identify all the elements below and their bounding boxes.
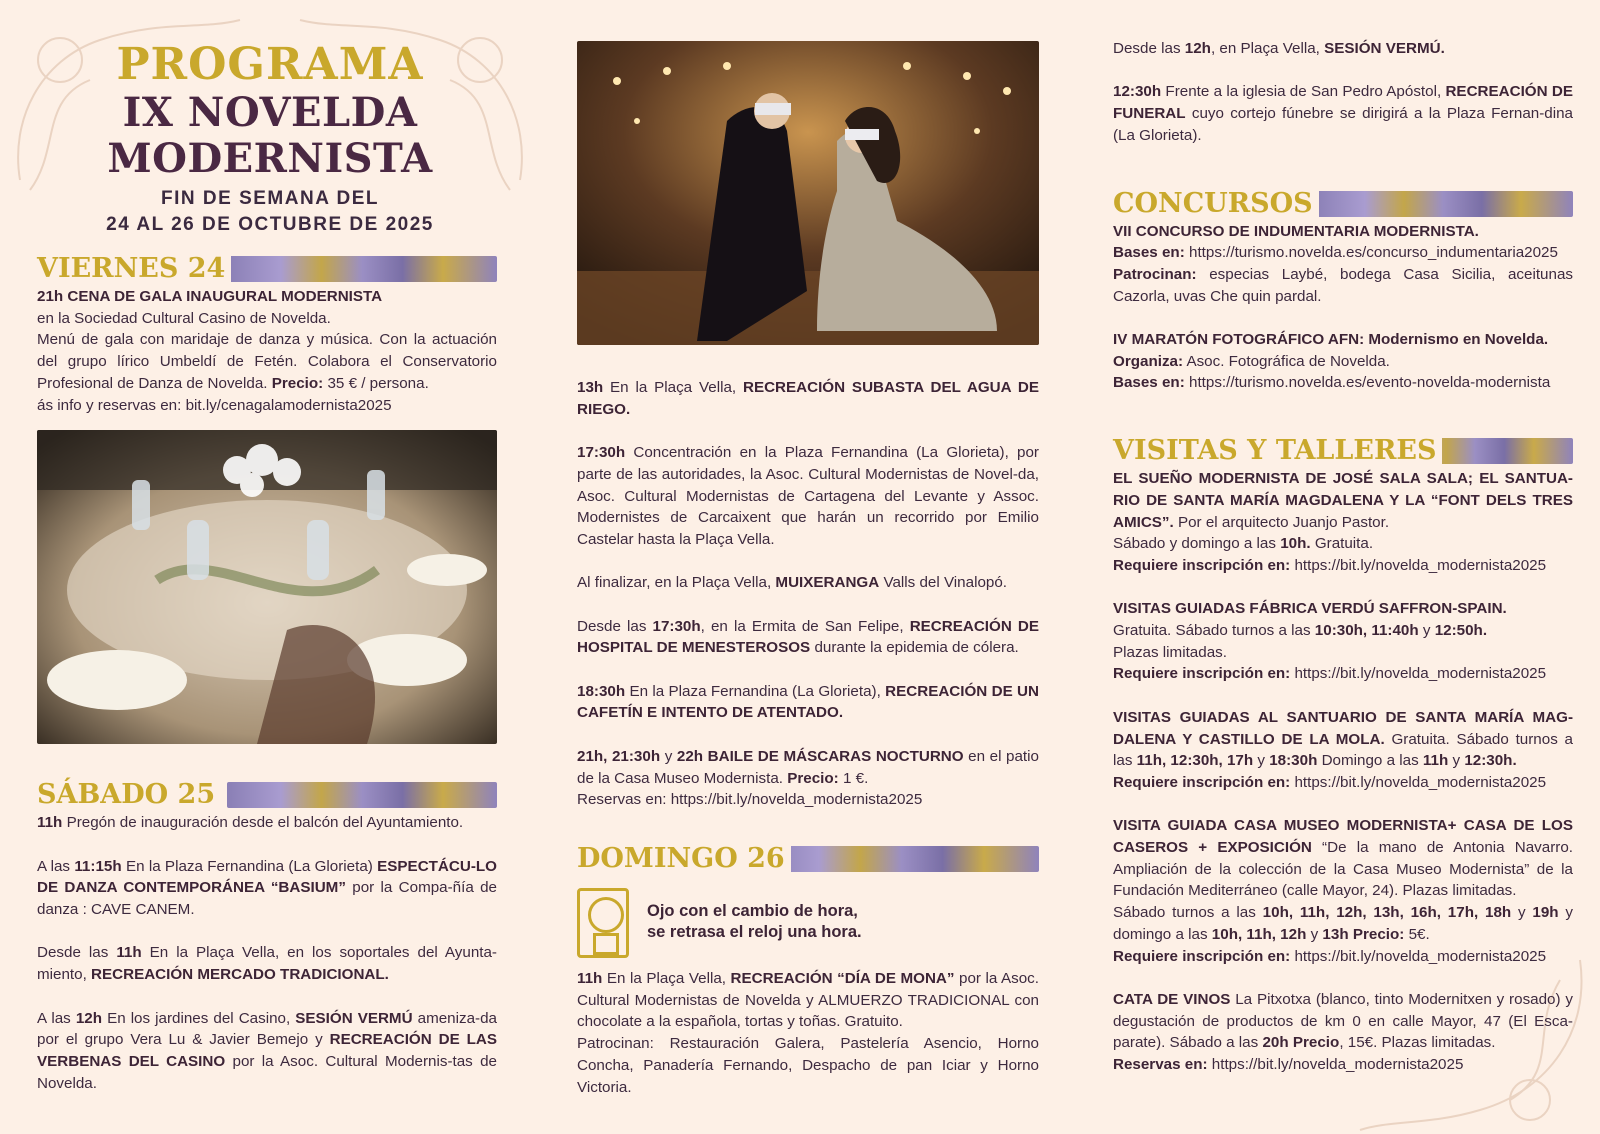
saturday-item-10 bbox=[577, 746, 1039, 811]
sunday-heading: DOMINGO 26 bbox=[577, 844, 791, 874]
text: En la Plaça Vella, bbox=[606, 969, 726, 987]
friday-text bbox=[37, 286, 497, 416]
date-line-1: FIN DE SEMANA DEL bbox=[161, 188, 379, 209]
label: Requiere inscripción en: bbox=[1113, 665, 1291, 683]
contests-heading: CONCURSOS bbox=[1113, 189, 1319, 219]
clock-icon bbox=[577, 888, 629, 958]
masquerade-ball-photo bbox=[577, 41, 1039, 345]
text: La Pitxotxa (blanco, tinto Modernitxen y rosado) y degustación de productos de km 0 en calle Mayor, 47 (El Esca-parate). Sábado a las bbox=[1113, 990, 1573, 1052]
notice-line-1: Ojo con el cambio de hora, bbox=[647, 901, 858, 920]
bases-link[interactable]: https://turismo.novelda.es/evento-novelda-modernista bbox=[1189, 374, 1551, 392]
event-title: IX NOVELDA MODERNISTA bbox=[107, 89, 433, 182]
price: 5€. bbox=[1408, 925, 1430, 943]
text: y bbox=[1257, 752, 1265, 770]
visit-3 bbox=[1113, 707, 1573, 794]
time: 18:30h bbox=[577, 682, 626, 700]
saturday-item-2 bbox=[37, 856, 497, 921]
contest-title: VII CONCURSO DE INDUMENTARIA MODERNISTA. bbox=[1113, 222, 1479, 240]
label: Requiere inscripción en: bbox=[1113, 947, 1291, 965]
visit-title: EL SUEÑO MODERNISTA DE JOSÉ SALA SALA; EL SANTUA-RIO DE SANTA MARÍA MAGDALENA Y LA “FONT DELS TRES AMICS”. bbox=[1113, 470, 1573, 531]
price-label: Precio: bbox=[787, 769, 839, 787]
sponsors: especias Laybé, bodega Casa Sicilia, aceitunas Cazorla, uvas Che quin pardal. bbox=[1113, 265, 1573, 305]
sponsors: Patrocinan: Restauración Galera, Pastelería Asencio, Horno Concha, Panadería Fernando, Despacho de pan Iciar y Horno Victoria. bbox=[577, 1035, 1039, 1096]
section-header-saturday bbox=[37, 780, 497, 810]
price: , 15€. Plazas limitadas. bbox=[1339, 1034, 1496, 1052]
text: , en Plaça Vella, bbox=[1210, 40, 1320, 57]
description: Menú de gala con maridaje de danza y música. Con la actuación del grupo lírico Umbeldí de Fetén. Colabora el Conservatorio Profesional de Danza de Novelda. bbox=[37, 331, 497, 392]
label: Bases en: bbox=[1113, 244, 1185, 262]
text: Gratuita. Sábado turnos a las bbox=[1113, 730, 1573, 770]
event-title: BAILE DE MÁSCARAS NOCTURNO bbox=[707, 747, 964, 765]
text: y bbox=[664, 747, 673, 765]
time: 11h bbox=[37, 814, 63, 832]
time: 12:50h. bbox=[1434, 622, 1488, 640]
ornamental-band bbox=[1313, 191, 1573, 217]
text: Frente a la iglesia de San Pedro Apóstol, bbox=[1165, 83, 1442, 101]
date-line-2: 24 AL 26 DE OCTUBRE DE 2025 bbox=[106, 214, 434, 235]
sunday-item-1 bbox=[577, 968, 1039, 1098]
reservation-link[interactable]: ás info y reservas en: bit.ly/cenagalamodernista2025 bbox=[37, 396, 392, 414]
text: “De la mano de Antonia Navarro. Ampliación de la colección de la Casa Museo Modernista” de la Fundación Mediterráneo (calle Mayor, 24). Plazas limitadas. bbox=[1113, 839, 1574, 900]
price-label: Precio: bbox=[271, 374, 324, 392]
section-header-friday bbox=[37, 254, 497, 284]
text: Plazas limitadas. bbox=[1113, 643, 1227, 661]
time: 12:30h bbox=[1113, 83, 1162, 101]
text: y bbox=[1422, 622, 1431, 640]
text: por la Asoc. Cultural Modernistas de Novelda y ALMUERZO TRADICIONAL con chocolate a la española, tortas y toñas. Gratuito. bbox=[577, 969, 1039, 1031]
label: Reservas en: bbox=[1113, 1056, 1208, 1074]
time: 10h. bbox=[1280, 535, 1311, 553]
label: Requiere inscripción en: bbox=[1113, 556, 1291, 574]
time: 21h bbox=[37, 288, 64, 305]
text: y bbox=[1565, 904, 1573, 922]
text: y bbox=[1310, 925, 1319, 943]
ornamental-band bbox=[227, 782, 497, 808]
event-title: RECREACIÓN MERCADO TRADICIONAL. bbox=[91, 966, 389, 984]
section-header-visits bbox=[1113, 436, 1573, 466]
text: En la Plaça Vella, bbox=[610, 379, 737, 396]
visit-1 bbox=[1113, 468, 1573, 577]
text: y bbox=[1517, 904, 1526, 922]
ornamental-band bbox=[764, 846, 1039, 872]
time: 11h bbox=[1422, 752, 1449, 770]
label: Requiere inscripción en: bbox=[1113, 773, 1291, 791]
label: Patrocinan: bbox=[1113, 265, 1197, 283]
event-title: SESIÓN VERMÚ bbox=[295, 1009, 413, 1027]
registration-link[interactable]: https://bit.ly/novelda_modernista2025 bbox=[1294, 665, 1547, 683]
text: A las bbox=[37, 857, 71, 875]
saturday-item-5 bbox=[577, 377, 1039, 420]
bases-link[interactable]: https://turismo.novelda.es/concurso_indumentaria2025 bbox=[1189, 244, 1558, 262]
text: En la Plaça Vella, en los soportales del Ayunta-miento, bbox=[37, 944, 497, 984]
contest-1 bbox=[1113, 221, 1573, 308]
time: 20h bbox=[1262, 1034, 1289, 1052]
gala-dinner-photo bbox=[37, 430, 497, 744]
text: en el patio de la Casa Museo Modernista. bbox=[577, 747, 1039, 787]
price-label: Precio: bbox=[1352, 925, 1405, 943]
time: 18:30h bbox=[1269, 752, 1318, 770]
column-right bbox=[1113, 38, 1573, 1076]
label: Bases en: bbox=[1113, 374, 1185, 392]
text: En la Plaza Fernandina (La Glorieta), bbox=[629, 682, 881, 700]
visit-title: VISITAS GUIADAS FÁBRICA VERDÚ SAFFRON-SPAIN. bbox=[1113, 600, 1507, 618]
column-left bbox=[37, 254, 497, 1094]
visit-title: VISITAS GUIADAS AL SANTUARIO DE SANTA MARÍA MAG-DALENA Y CASTILLO DE LA MOLA. bbox=[1113, 708, 1573, 748]
text: Gratuita. Sábado turnos a las bbox=[1113, 622, 1311, 640]
saturday-heading: SÁBADO 25 bbox=[37, 780, 221, 810]
visit-5 bbox=[1113, 989, 1573, 1076]
price-label: Precio bbox=[1292, 1034, 1340, 1052]
text: cuyo cortejo fúnebre se dirigirá a la Plaza Fernan-dina (La Glorieta). bbox=[1113, 105, 1573, 144]
notice-line-2: se retrasa el reloj una hora. bbox=[647, 923, 862, 942]
sunday-item-2 bbox=[1113, 38, 1573, 60]
text: domingo a las bbox=[1113, 925, 1208, 943]
time: 13h bbox=[577, 379, 604, 396]
visit-2 bbox=[1113, 598, 1573, 685]
registration-link[interactable]: https://bit.ly/novelda_modernista2025 bbox=[1294, 947, 1547, 965]
event-title: RECREACIÓN DE FUNERAL bbox=[1113, 83, 1573, 123]
text: durante la epidemia de cólera. bbox=[814, 639, 1019, 657]
text: En la Plaza Fernandina (La Glorieta) bbox=[125, 857, 373, 875]
contest-2 bbox=[1113, 329, 1573, 394]
text: Sábado y domingo a las bbox=[1113, 535, 1276, 553]
visit-title: CATA DE VINOS bbox=[1113, 990, 1231, 1008]
event-title: RECREACIÓN DE UN CAFETÍN E INTENTO DE ATENTADO. bbox=[577, 682, 1039, 722]
ornamental-band bbox=[227, 256, 497, 282]
text: ameniza-da por el grupo Vera Lu & Javier Bemejo y bbox=[37, 1009, 497, 1049]
visits-heading: VISITAS Y TALLERES bbox=[1113, 436, 1442, 466]
visit-4 bbox=[1113, 815, 1573, 967]
time: 11:15h bbox=[74, 857, 122, 875]
label: Organiza: bbox=[1113, 352, 1184, 370]
text: y bbox=[1452, 752, 1461, 770]
time-change-notice bbox=[577, 876, 1039, 962]
text: Concentración en la Plaza Fernandina (La Glorieta), por parte de las autoridades, la Asoc. Cultural Modernistas de Novel-da, Asoc. Cultural Modernistas de Cartagena del Levante y Assoc. Modernistes de Carcaixent que harán un recorrido por Emilio Castelar hasta la Plaça Vella. bbox=[577, 444, 1039, 548]
sunday-item-3 bbox=[1113, 81, 1573, 146]
time: 22h bbox=[676, 747, 704, 765]
registration-link[interactable]: https://bit.ly/novelda_modernista2025 bbox=[1294, 556, 1547, 574]
event-title: SESIÓN VERMÚ. bbox=[1324, 40, 1445, 57]
section-header-contests bbox=[1113, 189, 1573, 219]
time: 10:30h, 11:40h bbox=[1314, 622, 1419, 640]
program-title: PROGRAMA bbox=[116, 39, 424, 90]
price: 35 € / persona. bbox=[327, 374, 429, 392]
text: Desde las bbox=[1113, 40, 1181, 57]
event-title: CENA DE GALA INAUGURAL MODERNISTA bbox=[67, 288, 383, 305]
time: 11h bbox=[116, 944, 142, 962]
saturday-item-7 bbox=[577, 572, 1039, 594]
text: por la Compa-ñía de danza : CAVE CANEM. bbox=[37, 879, 497, 919]
friday-heading: VIERNES 24 bbox=[37, 254, 231, 284]
time: 10h, 11h, 12h bbox=[1211, 925, 1307, 943]
visit-title: VISITA GUIADA CASA MUSEO MODERNISTA+ CASA DE LOS CASEROS + EXPOSICIÓN bbox=[1113, 817, 1573, 857]
venue: en la Sociedad Cultural Casino de Novelda. bbox=[37, 309, 331, 327]
time: 10h, 11h, 12h, 13h, 16h, 17h, 18h bbox=[1262, 904, 1512, 922]
saturday-item-3 bbox=[37, 942, 497, 985]
event-title: RECREACIÓN SUBASTA DEL AGUA DE RIEGO. bbox=[577, 379, 1039, 418]
price: 1 €. bbox=[842, 769, 869, 787]
text: Valls del Vinalopó. bbox=[883, 574, 1008, 592]
reservation-link[interactable]: https://bit.ly/novelda_modernista2025 bbox=[1211, 1056, 1464, 1074]
contest-title: IV MARATÓN FOTOGRÁFICO AFN: Modernismo en Novelda. bbox=[1113, 331, 1549, 348]
time: 17:30h bbox=[652, 617, 701, 635]
text: Desde las bbox=[577, 617, 647, 635]
organizer: Asoc. Fotográfica de Novelda. bbox=[1186, 352, 1390, 370]
time: 21h, 21:30h bbox=[577, 747, 661, 765]
event-title: ESPECTÁCU-LO DE DANZA CONTEMPORÁNEA “BASIUM” bbox=[37, 857, 497, 897]
saturday-item-4 bbox=[37, 1008, 497, 1095]
time: 12h bbox=[1184, 40, 1211, 57]
reservation-link[interactable]: Reservas en: https://bit.ly/novelda_modernista2025 bbox=[577, 791, 923, 809]
event-title: RECREACIÓN “DÍA DE MONA” bbox=[730, 969, 955, 987]
time: 12:30h. bbox=[1464, 752, 1517, 770]
time: 17:30h bbox=[577, 444, 626, 462]
text: , en la Ermita de San Felipe, bbox=[700, 617, 904, 635]
time: 12h bbox=[75, 1009, 102, 1027]
text: Gratuita. bbox=[1314, 535, 1374, 553]
text: En los jardines del Casino, bbox=[107, 1009, 291, 1027]
text: Pregón de inauguración desde el balcón del Ayuntamiento. bbox=[66, 814, 464, 832]
time: 19h bbox=[1532, 904, 1559, 922]
column-middle bbox=[577, 41, 1039, 1098]
text: Sábado turnos a las bbox=[1113, 904, 1256, 922]
text: Al finalizar, en la Plaça Vella, bbox=[577, 574, 772, 592]
saturday-item-9 bbox=[577, 681, 1039, 724]
time: 11h, 12:30h, 17h bbox=[1136, 752, 1254, 770]
registration-link[interactable]: https://bit.ly/novelda_modernista2025 bbox=[1294, 773, 1547, 791]
event-title: RECREACIÓN DE HOSPITAL DE MENESTEROSOS bbox=[577, 617, 1039, 657]
text: por la Asoc. Cultural Modernis-tas de Novelda. bbox=[37, 1052, 497, 1092]
event-title: MUIXERANGA bbox=[775, 574, 880, 592]
text: Domingo a las bbox=[1321, 752, 1419, 770]
time: 11h bbox=[577, 969, 603, 987]
saturday-item-6 bbox=[577, 442, 1039, 551]
text: Por el arquitecto Juanjo Pastor. bbox=[1177, 513, 1390, 531]
text: A las bbox=[37, 1009, 71, 1027]
section-header-sunday bbox=[577, 844, 1039, 874]
saturday-item-8 bbox=[577, 616, 1039, 659]
time: 13h bbox=[1322, 925, 1349, 943]
text: Desde las bbox=[37, 944, 109, 962]
event-title: RECREACIÓN DE LAS VERBENAS DEL CASINO bbox=[37, 1031, 497, 1070]
saturday-item-1 bbox=[37, 812, 497, 834]
program-title-block bbox=[10, 40, 530, 238]
